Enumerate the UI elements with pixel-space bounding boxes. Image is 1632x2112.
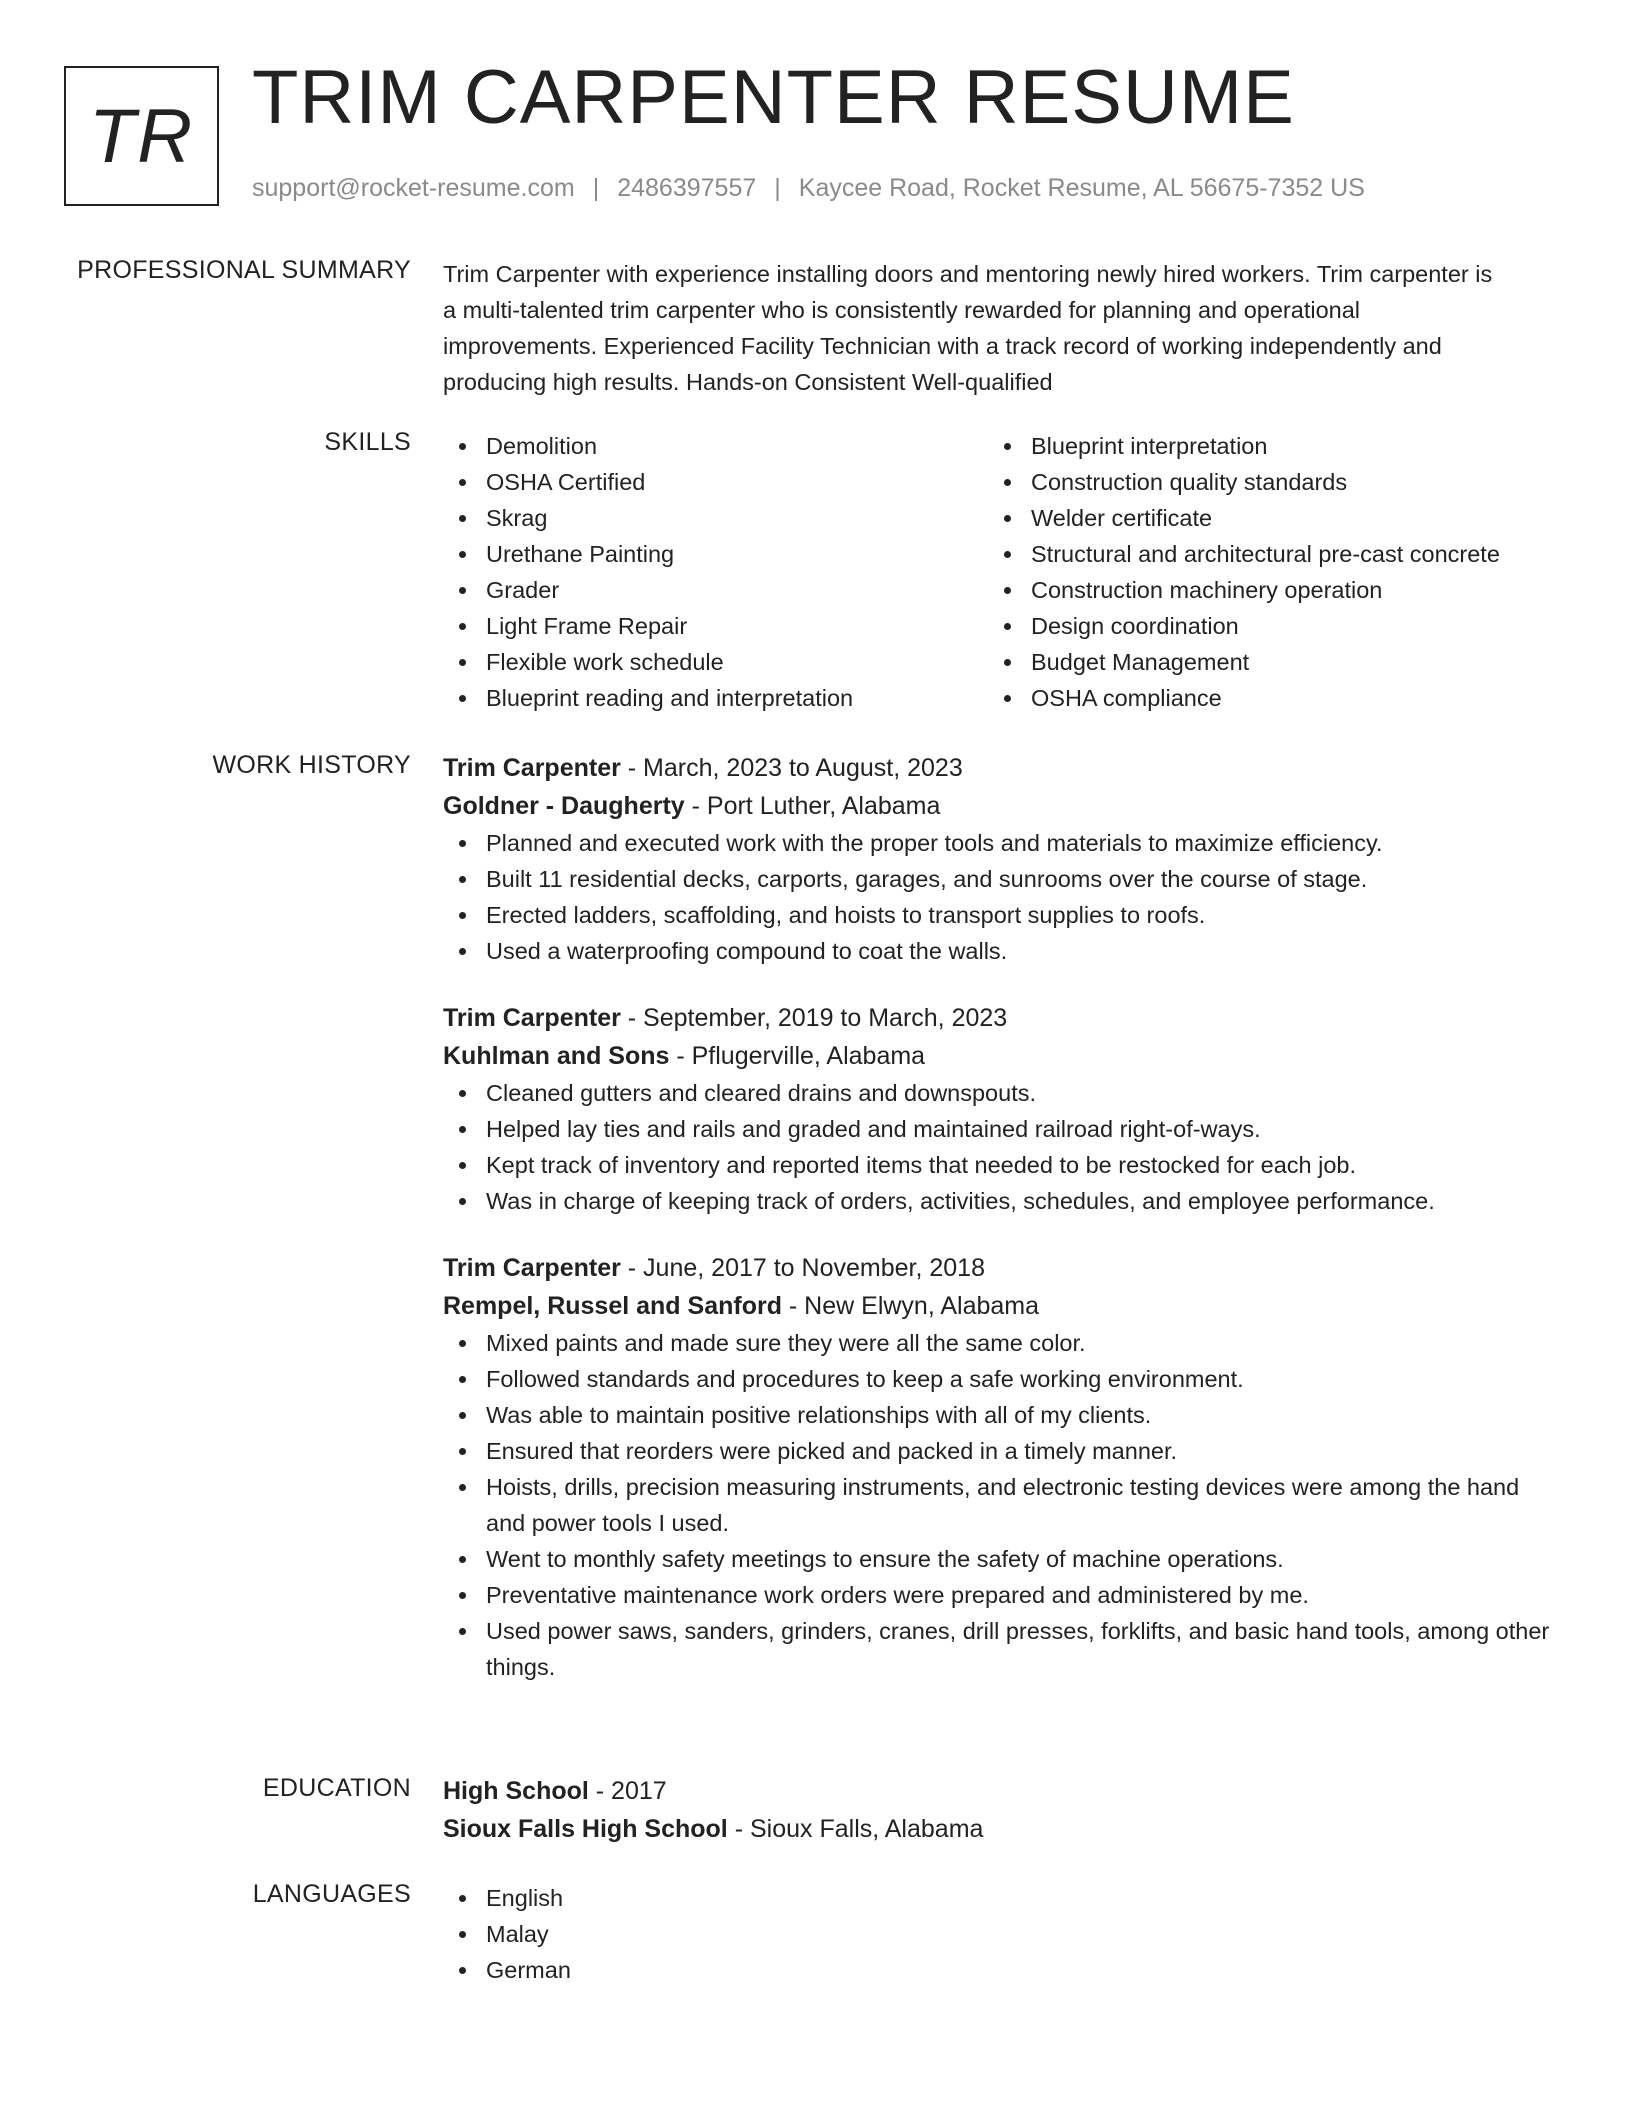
job-duty: Helped lay ties and rails and graded and maintained railroad right-of-ways. [486,1111,1553,1147]
job-title: Trim Carpenter [443,1254,621,1282]
contact-email: support@rocket-resume.com [252,174,575,202]
section-label-languages: LANGUAGES [252,1880,411,1908]
job-location: - New Elwyn, Alabama [781,1292,1040,1320]
skills-list-left [443,428,988,716]
skill-item: Flexible work schedule [486,644,988,680]
languages-list [443,1880,1553,1988]
skills-list-right [988,428,1533,716]
skill-item: Skrag [486,500,988,536]
language-item: Malay [486,1916,1553,1952]
job-company: Kuhlman and Sons [443,1042,670,1070]
skill-item: OSHA compliance [1031,680,1533,716]
skill-item: Light Frame Repair [486,608,988,644]
job-title: Trim Carpenter [443,1004,621,1032]
skill-item: Urethane Painting [486,536,988,572]
section-label-education: EDUCATION [262,1774,411,1802]
job-duty: Went to monthly safety meetings to ensure the safety of machine operations. [486,1541,1553,1577]
language-item: German [486,1952,1553,1988]
contact-line [252,174,1365,203]
section-label-skills: SKILLS [324,428,411,456]
monogram-logo: TR [64,66,219,206]
language-item: English [486,1880,1553,1916]
job-title-line [443,999,1553,1037]
job-duty: Used power saws, sanders, grinders, cranes, drill presses, forklifts, and basic hand tools, among other things. [486,1613,1553,1685]
summary-line: Trim Carpenter with experience installing doors and mentoring newly hired workers. Trim carpenter is [443,261,1493,287]
summary-line: improvements. Experienced Facility Technician with a track record of working independently and [443,333,1442,359]
education-degree: High School [443,1777,589,1805]
job-duty: Erected ladders, scaffolding, and hoists to transport supplies to roofs. [486,897,1553,933]
contact-address: Kaycee Road, Rocket Resume, AL 56675-7352 US [798,174,1365,202]
skills-column-left [443,428,988,716]
job-duty: Followed standards and procedures to keep a safe working environment. [486,1361,1553,1397]
skill-item: OSHA Certified [486,464,988,500]
work-history-body [443,749,1553,1685]
job-entry [443,999,1553,1219]
languages-body [443,1880,1553,1988]
job-dates: - June, 2017 to November, 2018 [620,1254,985,1282]
job-location: - Port Luther, Alabama [684,792,941,820]
job-duty: Built 11 residential decks, carports, garages, and sunrooms over the course of stage. [486,861,1553,897]
skills-column-right [988,428,1533,716]
contact-separator: | [592,174,600,202]
job-entry [443,749,1553,969]
job-title: Trim Carpenter [443,754,621,782]
job-duty: Planned and executed work with the proper tools and materials to maximize efficiency. [486,825,1553,861]
job-duty: Ensured that reorders were picked and packed in a timely manner. [486,1433,1553,1469]
education-degree-line [443,1772,1553,1810]
job-company: Goldner - Daugherty [443,792,685,820]
skill-item: Demolition [486,428,988,464]
page-title: TRIM CARPENTER RESUME [252,55,1295,140]
job-duties-list [443,1075,1553,1219]
job-company-line [443,787,1553,825]
job-duty: Hoists, drills, precision measuring instruments, and electronic testing devices were among the hand and power tools I used. [486,1469,1553,1541]
skills-grid [443,428,1553,716]
education-location: - Sioux Falls, Alabama [727,1815,984,1843]
skill-item: Blueprint reading and interpretation [486,680,988,716]
job-duties-list [443,825,1553,969]
section-label-summary: PROFESSIONAL SUMMARY [77,256,411,284]
job-company: Rempel, Russel and Sanford [443,1292,782,1320]
education-year: - 2017 [588,1777,667,1805]
skill-item: Grader [486,572,988,608]
job-dates: - March, 2023 to August, 2023 [620,754,963,782]
job-duty: Kept track of inventory and reported items that needed to be restocked for each job. [486,1147,1553,1183]
job-duty: Used a waterproofing compound to coat the walls. [486,933,1553,969]
skill-item: Blueprint interpretation [1031,428,1533,464]
skill-item: Design coordination [1031,608,1533,644]
summary-line: producing high results. Hands-on Consistent Well-qualified [443,369,1053,395]
job-company-line [443,1037,1553,1075]
contact-phone: 2486397557 [617,174,757,202]
skills-body [443,428,1553,716]
job-duty: Cleaned gutters and cleared drains and downspouts. [486,1075,1553,1111]
job-duty: Was able to maintain positive relationships with all of my clients. [486,1397,1553,1433]
job-title-line [443,749,1553,787]
job-entry [443,1249,1553,1685]
education-school-line [443,1810,1553,1848]
job-company-line [443,1287,1553,1325]
section-label-work-history: WORK HISTORY [212,751,411,779]
skill-item: Construction machinery operation [1031,572,1533,608]
job-duty: Mixed paints and made sure they were all the same color. [486,1325,1553,1361]
skill-item: Budget Management [1031,644,1533,680]
education-body [443,1772,1553,1848]
skill-item: Structural and architectural pre-cast concrete [1031,536,1533,572]
education-school: Sioux Falls High School [443,1815,728,1843]
job-dates: - September, 2019 to March, 2023 [620,1004,1008,1032]
summary-text [443,256,1553,400]
contact-separator: | [774,174,781,202]
skill-item: Construction quality standards [1031,464,1533,500]
summary-line: a multi-talented trim carpenter who is consistently rewarded for planning and operational [443,297,1360,323]
job-duties-list [443,1325,1553,1685]
job-location: - Pflugerville, Alabama [669,1042,926,1070]
job-duty: Preventative maintenance work orders were prepared and administered by me. [486,1577,1553,1613]
job-title-line [443,1249,1553,1287]
skill-item: Welder certificate [1031,500,1533,536]
job-duty: Was in charge of keeping track of orders, activities, schedules, and employee performance. [486,1183,1553,1219]
